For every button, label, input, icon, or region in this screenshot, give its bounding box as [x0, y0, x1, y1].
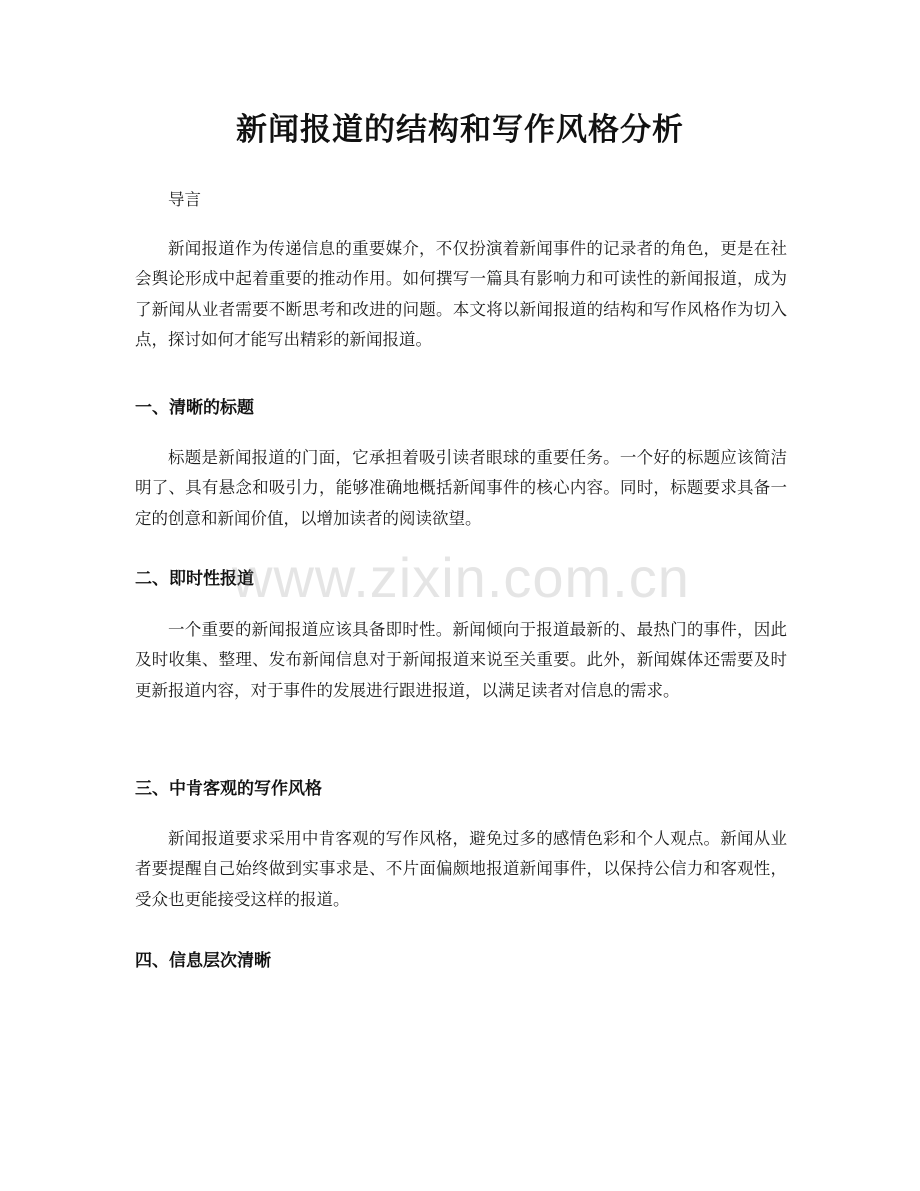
intro-paragraph: 新闻报道作为传递信息的重要媒介，不仅扮演着新闻事件的记录者的角色，更是在社会舆论形成中起着重要的推动作用。如何撰写一篇具有影响力和可读性的新闻报道，成为了新闻从业者需要不断思考和改进的问题。本文将以新闻报道的结构和写作风格作为切入点，探讨如何才能写出精彩的新闻报道。 [135, 239, 787, 349]
section-paragraph-2: 一个重要的新闻报道应该具备即时性。新闻倾向于报道最新的、最热门的事件，因此及时收集、整理、发布新闻信息对于新闻报道来说至关重要。此外，新闻媒体还需要及时更新报道内容，对于事件的发展进行跟进报道，以满足读者对信息的需求。 [135, 620, 787, 700]
section-heading-3: 三、中肯客观的写作风格 [135, 779, 322, 799]
document-title: 新闻报道的结构和写作风格分析 [236, 112, 684, 148]
section-heading-1: 一、清晰的标题 [135, 398, 254, 418]
intro-label: 导言 [168, 190, 201, 209]
section-heading-4: 四、信息层次清晰 [135, 951, 271, 971]
section-paragraph-3: 新闻报道要求采用中肯客观的写作风格，避免过多的感情色彩和个人观点。新闻从业者要提醒自己始终做到实事求是、不片面偏颇地报道新闻事件，以保持公信力和客观性，受众也更能接受这样的报道。 [135, 829, 787, 909]
watermark-text: www.zixin.com.cn [232, 546, 690, 609]
section-heading-2: 二、即时性报道 [135, 569, 254, 589]
section-paragraph-1: 标题是新闻报道的门面，它承担着吸引读者眼球的重要任务。一个好的标题应该简洁明了、具有悬念和吸引力，能够准确地概括新闻事件的核心内容。同时，标题要求具备一定的创意和新闻价值，以增加读者的阅读欲望。 [135, 448, 787, 528]
